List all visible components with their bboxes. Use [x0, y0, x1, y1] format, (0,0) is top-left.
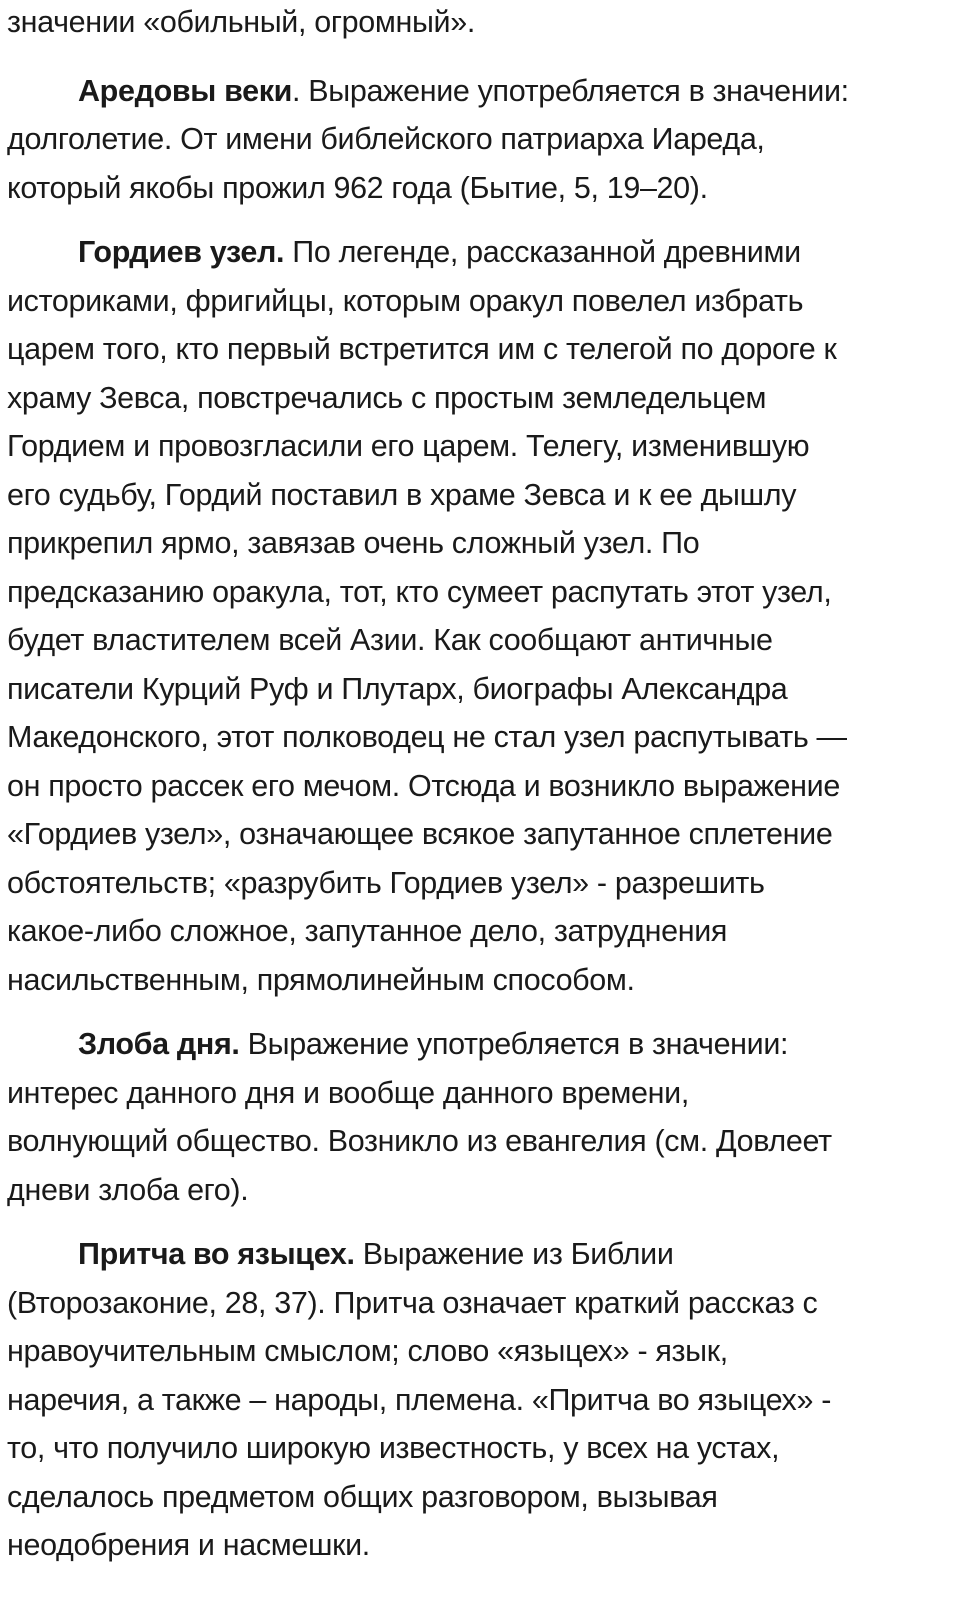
text-fragment: . Выражение употребляется в значении: — [292, 73, 849, 108]
text-line: писатели Курций Руф и Плутарх, биографы Александра — [7, 671, 788, 706]
text-line: царем того, кто первый встретится им с телегой по дороге к — [7, 332, 837, 366]
text-line: нравоучительным смыслом; слово «языцех» - язык, — [7, 1334, 728, 1368]
text-line: его судьбу, Гордий поставил в храме Зевса и к ее дышлу — [7, 477, 797, 512]
text-line — [7, 67, 953, 116]
text-line: дневи злоба его). — [7, 1172, 249, 1207]
text-line: Македонского, этот полководец не стал узел распутывать — — [7, 720, 847, 754]
text-line — [7, 1230, 953, 1279]
text-line: «Гордиев узел», означающее всякое запутанное сплетение — [7, 817, 833, 851]
text-line — [7, 1020, 953, 1069]
document-page — [7, 0, 953, 1570]
text-line: историками, фригийцы, которым оракул повелел избрать — [7, 283, 804, 318]
text-line: храму Зевса, повстречались с простым земледельцем — [7, 380, 767, 415]
term-aredovy-veki: Аредовы веки — [78, 73, 293, 108]
text-line: наречия, а также – народы, племена. «Притча во языцех» - — [7, 1382, 832, 1417]
text-line: неодобрения и насмешки. — [7, 1528, 370, 1562]
paragraph-gordiev-uzel — [7, 228, 953, 1004]
text-line: волнующий общество. Возникло из евангелия (см. Довлеет — [7, 1124, 832, 1158]
text-line: значении «обильный, огромный». — [7, 5, 475, 39]
text-line — [7, 228, 953, 277]
term-zloba-dnya: Злоба дня. — [78, 1027, 240, 1061]
text-line: долголетие. От имени библейского патриарха Иареда, — [7, 122, 765, 156]
text-line: который якобы прожил 962 года (Бытие, 5, 19–20). — [7, 170, 708, 205]
term-gordiev-uzel: Гордиев узел. — [78, 235, 285, 269]
text-line: то, что получило широкую известность, у всех на устах, — [7, 1431, 780, 1465]
text-line: насильственным, прямолинейным способом. — [7, 962, 635, 997]
text-line: будет властителем всей Азии. Как сообщают античные — [7, 623, 773, 657]
text-line: предсказанию оракула, тот, кто сумеет распутать этот узел, — [7, 574, 832, 609]
text-line: сделалось предметом общих разговором, вызывая — [7, 1479, 718, 1514]
text-fragment: Выражение из Библии — [354, 1237, 674, 1271]
paragraph-continuation — [7, 0, 953, 47]
text-line: обстоятельств; «разрубить Гордиев узел» - разрешить — [7, 865, 765, 900]
term-pritcha: Притча во языцех. — [78, 1237, 355, 1271]
text-line: интерес данного дня и вообще данного времени, — [7, 1075, 689, 1110]
paragraph-zloba-dnya — [7, 1020, 953, 1214]
text-line: (Второзаконие, 28, 37). Притча означает краткий рассказ с — [7, 1285, 818, 1320]
text-line: он просто рассек его мечом. Отсюда и возникло выражение — [7, 768, 840, 803]
text-fragment: По легенде, рассказанной древними — [284, 235, 801, 269]
text-line: Гордием и провозгласили его царем. Телегу, изменившую — [7, 429, 810, 463]
paragraph-pritcha — [7, 1230, 953, 1570]
text-line: прикрепил ярмо, завязав очень сложный узел. По — [7, 526, 700, 560]
text-line: какое-либо сложное, запутанное дело, затруднения — [7, 914, 728, 948]
text-fragment: Выражение употребляется в значении: — [239, 1027, 789, 1061]
paragraph-aredovy-veki — [7, 67, 953, 213]
